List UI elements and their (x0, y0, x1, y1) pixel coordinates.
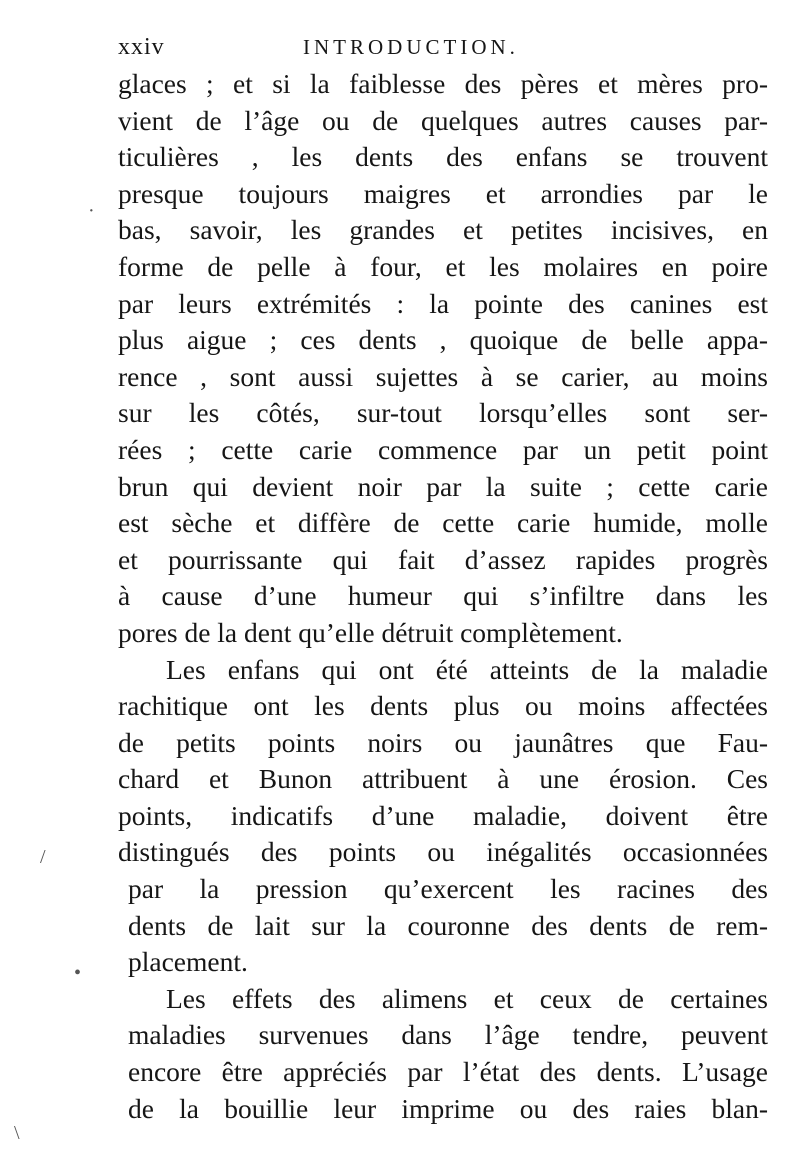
text-line: brun qui devient noir par la suite ; cette carie (118, 470, 768, 502)
text-line: à cause d’une humeur qui s’infiltre dans les (118, 580, 768, 612)
margin-speck: / (40, 846, 46, 868)
text-line: glaces ; et si la faiblesse des pères et mères pro- (118, 68, 768, 99)
text-line: dents de lait sur la couronne des dents de rem- (128, 909, 768, 941)
text-line: est sèche et diffère de cette carie humide, molle (118, 507, 768, 539)
text-line: rées ; cette carie commence par un petit point (118, 433, 768, 465)
text-line: de petits points noirs ou jaunâtres que Fau- (118, 726, 768, 758)
paragraph-start-line: Les enfans qui ont été atteints de la maladie (166, 653, 768, 685)
text-line: presque toujours maigres et arrondies par le (118, 177, 768, 209)
text-line: bas, savoir, les grandes et petites incisives, en (118, 214, 768, 246)
text-line: vient de l’âge ou de quelques autres causes par- (118, 104, 768, 136)
text-line: points, indicatifs d’une maladie, doivent être (118, 799, 768, 831)
text-line: rence , sont aussi sujettes à se carier, au moins (118, 360, 768, 392)
text-line: chard et Bunon attribuent à une érosion. Ces (118, 763, 768, 795)
text-line: maladies survenues dans l’âge tendre, peuvent (128, 1019, 768, 1051)
text-line: pores de la dent qu’elle détruit complètement. (118, 616, 623, 648)
text-line: par la pression qu’exercent les racines des (128, 873, 768, 905)
text-line: et pourrissante qui fait d’assez rapides progrès (118, 543, 768, 575)
text-line: distingués des points ou inégalités occasionnées (118, 836, 768, 868)
text-line: ticulières , les dents des enfans se trouvent (118, 141, 768, 173)
text-line: par leurs extrémités : la pointe des canines est (118, 287, 768, 319)
text-line: placement. (128, 946, 248, 978)
margin-speck: • (74, 962, 82, 984)
page-header (118, 30, 768, 64)
text-line: encore être appréciés par l’état des dents. L’usage (128, 1056, 768, 1088)
running-title: INTRODUCTION. (303, 35, 519, 59)
text-line: de la bouillie leur imprime ou des raies blan- (128, 1092, 768, 1124)
margin-speck: \ (14, 1122, 20, 1144)
text-line: sur les côtés, sur-tout lorsqu’elles sont ser- (118, 397, 768, 429)
margin-speck: · (88, 200, 95, 222)
text-line: forme de pelle à four, et les molaires en poire (118, 250, 768, 282)
paragraph-start-line: Les effets des alimens et ceux de certaines (166, 982, 768, 1014)
body-text (118, 66, 768, 1127)
page-number: xxiv (118, 34, 165, 60)
text-line: plus aigue ; ces dents , quoique de belle appa- (118, 324, 768, 356)
text-line: rachitique ont les dents plus ou moins affectées (118, 690, 768, 722)
